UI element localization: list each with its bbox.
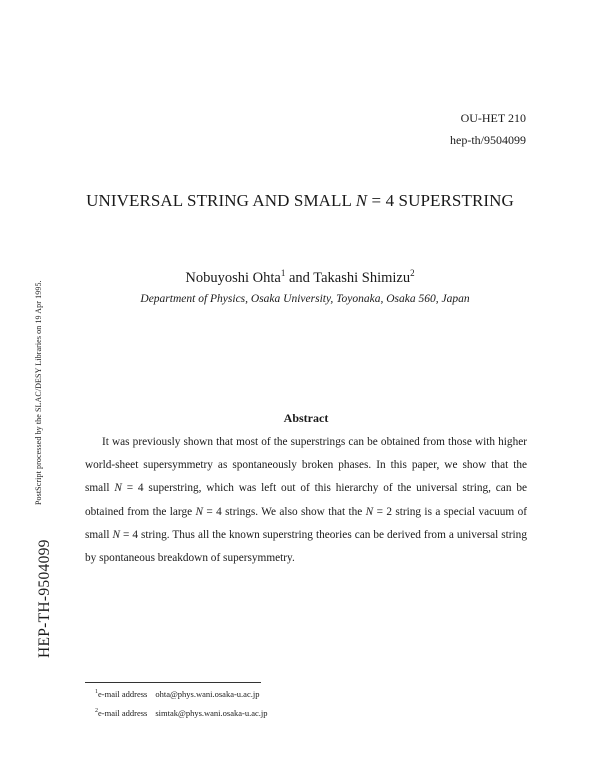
abstract-text: = 2 string is a special vacuum of small	[85, 505, 527, 541]
abstract-math-symbol: N	[365, 505, 374, 518]
affiliation: Department of Physics, Osaka University, Toyonaka, Osaka 560, Japan	[140, 293, 470, 305]
abstract-text: = 4 string. Thus all the known superstring theories can be derived from a universal string by spontaneous breakdown of supersymmetry.	[85, 528, 527, 565]
paper-title	[0, 191, 600, 211]
abstract-text: = 4 strings. We also show that the	[203, 505, 366, 518]
author-joiner: and	[285, 269, 314, 286]
title-text-after: = 4 SUPERSTRING	[367, 191, 514, 210]
author-footnote-mark: 2	[410, 268, 415, 278]
footnote-label: e-mail address	[98, 689, 148, 699]
footnote	[95, 708, 268, 718]
side-identifier: HEP-TH-9504099	[36, 539, 53, 658]
footnote-email[interactable]: ohta@phys.wani.osaka-u.ac.jp	[155, 689, 260, 699]
preprint-info	[450, 107, 526, 151]
footnote-email[interactable]: simtak@phys.wani.osaka-u.ac.jp	[155, 708, 268, 718]
abstract-math-symbol: N	[114, 482, 122, 495]
abstract-math-symbol: N	[112, 528, 121, 541]
arxiv-id: hep-th/9504099	[450, 133, 526, 147]
title-text-before: UNIVERSAL STRING AND SMALL	[86, 191, 356, 210]
author-list	[0, 268, 600, 287]
abstract-heading: Abstract	[283, 411, 329, 425]
title-math-symbol: N	[355, 191, 368, 210]
abstract-body	[85, 431, 527, 570]
footnote-mark: 2	[95, 708, 98, 715]
footnote	[95, 689, 259, 699]
abstract-text: = 4 superstring, which was left out of this hierarchy of the universal string, can be obtained from the large	[85, 482, 527, 518]
footnote-divider	[85, 682, 261, 683]
author-name: Takashi Shimizu	[313, 269, 411, 286]
abstract-text: It was previously shown that most of the superstrings can be obtained from those with higher world-sheet supersymmetry as spontaneously broken phases. In this paper, we show that the small	[85, 436, 527, 495]
footnote-mark: 1	[95, 689, 98, 696]
report-number: OU-HET 210	[460, 111, 526, 125]
processing-stamp: PostScript processed by the SLAC/DESY Libraries on 19 Apr 1995.	[34, 280, 43, 505]
author-footnote-mark: 1	[280, 268, 286, 278]
abstract-math-symbol: N	[195, 505, 204, 518]
footnote-label: e-mail address	[98, 708, 148, 718]
author-name: Nobuyoshi Ohta	[185, 269, 281, 286]
